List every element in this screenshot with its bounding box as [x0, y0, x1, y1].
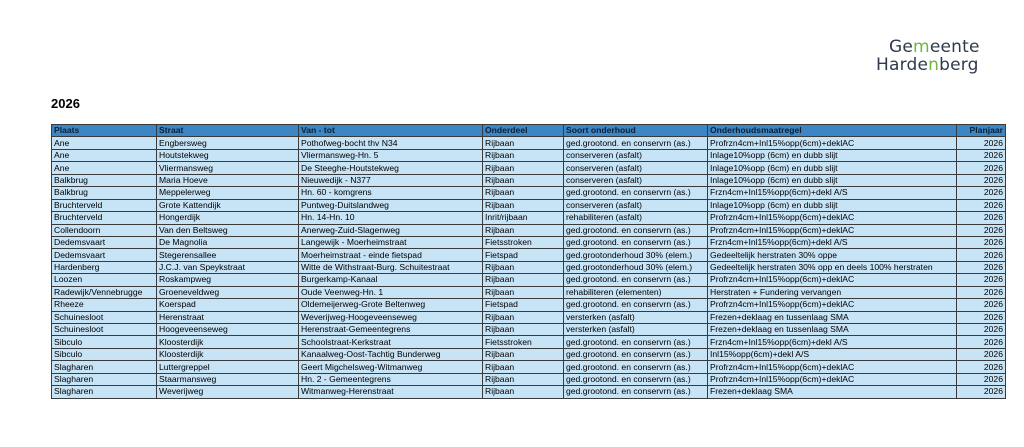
cell-plaats: Bruchterveld [52, 212, 157, 224]
cell-plaats: Slagharen [52, 361, 157, 373]
cell-straat: Roskampweg [157, 274, 299, 286]
cell-soort-onderhoud: ged.grootond. en conservrn (as.) [564, 187, 708, 199]
cell-onderdeel: Rijbaan [483, 324, 564, 336]
logo-line-hardenberg: Hardenberg [876, 55, 979, 75]
cell-onderdeel: Rijbaan [483, 162, 564, 174]
cell-soort-onderhoud: conserveren (asfalt) [564, 199, 708, 211]
cell-onderhoudsmaatregel: Frzn4cm+Inl15%opp(6cm)+dekl A/S [708, 336, 957, 348]
cell-onderdeel: Rijbaan [483, 137, 564, 149]
cell-van-tot: Weverijweg-Hoogeveenseweg [299, 311, 483, 323]
table-row [52, 224, 1006, 236]
cell-onderdeel: Rijbaan [483, 187, 564, 199]
cell-onderdeel: Rijbaan [483, 199, 564, 211]
cell-plaats: Ane [52, 162, 157, 174]
cell-plaats: Balkbrug [52, 187, 157, 199]
cell-van-tot: Pothofweg-bocht thv N34 [299, 137, 483, 149]
table-row [52, 336, 1006, 348]
table-row [52, 386, 1006, 398]
cell-onderdeel: Fietspad [483, 299, 564, 311]
column-header-onderdeel: Onderdeel [483, 125, 564, 137]
cell-plaats: Sibculo [52, 348, 157, 360]
cell-plaats: Loozen [52, 274, 157, 286]
cell-planjaar: 2026 [957, 137, 1006, 149]
cell-straat: Houtstekweg [157, 149, 299, 161]
cell-soort-onderhoud: ged.grootonderhoud 30% (elem.) [564, 261, 708, 273]
cell-onderdeel: Rijbaan [483, 224, 564, 236]
cell-planjaar: 2026 [957, 149, 1006, 161]
cell-planjaar: 2026 [957, 373, 1006, 385]
cell-onderdeel: Rijbaan [483, 261, 564, 273]
cell-soort-onderhoud: ged.grootond. en conservrn (as.) [564, 386, 708, 398]
table-row [52, 249, 1006, 261]
cell-onderhoudsmaatregel: Frezen+deklaag SMA [708, 386, 957, 398]
cell-onderhoudsmaatregel: Profrzn4cm+Inl15%opp(6cm)+deklAC [708, 212, 957, 224]
cell-soort-onderhoud: versterken (asfalt) [564, 311, 708, 323]
table-row [52, 286, 1006, 298]
cell-planjaar: 2026 [957, 311, 1006, 323]
cell-onderhoudsmaatregel: Profrzn4cm+Inl15%opp(6cm)+deklAC [708, 373, 957, 385]
table-row [52, 236, 1006, 248]
page-title: 2026 [51, 96, 80, 111]
column-header-plaats: Plaats [52, 125, 157, 137]
cell-straat: Luttergreppel [157, 361, 299, 373]
cell-van-tot: Herenstraat-Gemeentegrens [299, 324, 483, 336]
cell-plaats: Collendoorn [52, 224, 157, 236]
cell-plaats: Slagharen [52, 386, 157, 398]
cell-straat: Stegerensallee [157, 249, 299, 261]
table-header-row [52, 125, 1006, 137]
table-row [52, 261, 1006, 273]
cell-plaats: Rheeze [52, 299, 157, 311]
table-row [52, 373, 1006, 385]
table-row [52, 162, 1006, 174]
cell-van-tot: Vliermansweg-Hn. 5 [299, 149, 483, 161]
cell-onderdeel: Fietsstroken [483, 336, 564, 348]
cell-planjaar: 2026 [957, 261, 1006, 273]
cell-van-tot: Burgerkamp-Kanaal [299, 274, 483, 286]
cell-soort-onderhoud: ged.grootond. en conservrn (as.) [564, 224, 708, 236]
cell-onderdeel: Rijbaan [483, 174, 564, 186]
cell-soort-onderhoud: rehabiliteren (elementen) [564, 286, 708, 298]
cell-van-tot: Nieuwedijk - N377 [299, 174, 483, 186]
table-body [52, 137, 1006, 398]
cell-straat: Groeneveldweg [157, 286, 299, 298]
cell-plaats: Ane [52, 149, 157, 161]
cell-onderhoudsmaatregel: Frezen+deklaag en tussenlaag SMA [708, 311, 957, 323]
cell-plaats: Balkbrug [52, 174, 157, 186]
cell-plaats: Dedemsvaart [52, 249, 157, 261]
column-header-straat: Straat [157, 125, 299, 137]
cell-planjaar: 2026 [957, 236, 1006, 248]
cell-onderdeel: Rijbaan [483, 361, 564, 373]
cell-onderdeel: Rijbaan [483, 311, 564, 323]
cell-straat: Weverijweg [157, 386, 299, 398]
cell-soort-onderhoud: ged.grootond. en conservrn (as.) [564, 274, 708, 286]
cell-plaats: Radewijk/Vennebrugge [52, 286, 157, 298]
cell-planjaar: 2026 [957, 162, 1006, 174]
cell-planjaar: 2026 [957, 348, 1006, 360]
column-header-planjaar: Planjaar [957, 125, 1006, 137]
cell-onderhoudsmaatregel: Profrzn4cm+Inl15%opp(6cm)+deklAC [708, 299, 957, 311]
table-row [52, 199, 1006, 211]
cell-straat: Herenstraat [157, 311, 299, 323]
cell-onderdeel: Rijbaan [483, 373, 564, 385]
table-row [52, 187, 1006, 199]
cell-straat: Kloosterdijk [157, 348, 299, 360]
cell-soort-onderhoud: ged.grootond. en conservrn (as.) [564, 336, 708, 348]
cell-onderhoudsmaatregel: Gedeeltelijk herstraten 30% opp en deels 100% herstraten [708, 261, 957, 273]
cell-van-tot: De Steeghe-Houtstekweg [299, 162, 483, 174]
cell-straat: Hongerdijk [157, 212, 299, 224]
cell-soort-onderhoud: ged.grootond. en conservrn (as.) [564, 137, 708, 149]
cell-soort-onderhoud: ged.grootond. en conservrn (as.) [564, 373, 708, 385]
table-row [52, 149, 1006, 161]
cell-planjaar: 2026 [957, 187, 1006, 199]
cell-onderhoudsmaatregel: Frzn4cm+Inl15%opp(6cm)+dekl A/S [708, 187, 957, 199]
maintenance-table [51, 124, 1006, 399]
cell-onderdeel: Rijbaan [483, 149, 564, 161]
cell-onderhoudsmaatregel: Profrzn4cm+Inl15%opp(6cm)+deklAC [708, 274, 957, 286]
cell-van-tot: Witmanweg-Herenstraat [299, 386, 483, 398]
table-row [52, 137, 1006, 149]
cell-planjaar: 2026 [957, 174, 1006, 186]
cell-straat: Hoogeveenseweg [157, 324, 299, 336]
cell-van-tot: Schoolstraat-Kerkstraat [299, 336, 483, 348]
cell-onderhoudsmaatregel: Frzn4cm+Inl15%opp(6cm)+dekl A/S [708, 236, 957, 248]
cell-soort-onderhoud: conserveren (asfalt) [564, 149, 708, 161]
gemeente-hardenberg-logo [876, 38, 998, 78]
cell-soort-onderhoud: conserveren (asfalt) [564, 162, 708, 174]
cell-van-tot: Geert Migchelsweg-Witmanweg [299, 361, 483, 373]
cell-onderhoudsmaatregel: Gedeeltelijk herstraten 30% oppe [708, 249, 957, 261]
cell-plaats: Ane [52, 137, 157, 149]
cell-planjaar: 2026 [957, 274, 1006, 286]
cell-onderdeel: Rijbaan [483, 274, 564, 286]
cell-onderdeel: Rijbaan [483, 348, 564, 360]
table-row [52, 274, 1006, 286]
cell-onderdeel: Rijbaan [483, 286, 564, 298]
cell-soort-onderhoud: versterken (asfalt) [564, 324, 708, 336]
cell-van-tot: Puntweg-Duitslandweg [299, 199, 483, 211]
cell-planjaar: 2026 [957, 361, 1006, 373]
cell-onderhoudsmaatregel: Inlage10%opp (6cm) en dubb slijt [708, 174, 957, 186]
cell-soort-onderhoud: ged.grootonderhoud 30% (elem.) [564, 249, 708, 261]
cell-onderhoudsmaatregel: Profrzn4cm+Inl15%opp(6cm)+deklAC [708, 361, 957, 373]
cell-van-tot: Witte de Withstraat-Burg. Schuitestraat [299, 261, 483, 273]
cell-onderdeel: Fietspad [483, 249, 564, 261]
cell-planjaar: 2026 [957, 299, 1006, 311]
cell-soort-onderhoud: ged.grootond. en conservrn (as.) [564, 348, 708, 360]
table-row [52, 212, 1006, 224]
cell-straat: Koerspad [157, 299, 299, 311]
table-row [52, 361, 1006, 373]
cell-plaats: Bruchterveld [52, 199, 157, 211]
cell-planjaar: 2026 [957, 224, 1006, 236]
cell-straat: Vliermansweg [157, 162, 299, 174]
cell-planjaar: 2026 [957, 199, 1006, 211]
table-row [52, 348, 1006, 360]
cell-onderhoudsmaatregel: Profrzn4cm+Inl15%opp(6cm)+deklAC [708, 137, 957, 149]
cell-onderhoudsmaatregel: Profrzn4cm+Inl15%opp(6cm)+deklAC [708, 224, 957, 236]
cell-straat: Maria Hoeve [157, 174, 299, 186]
cell-onderhoudsmaatregel: Inlage10%opp (6cm) en dubb slijt [708, 199, 957, 211]
cell-planjaar: 2026 [957, 386, 1006, 398]
cell-onderdeel: Inrit/rijbaan [483, 212, 564, 224]
cell-onderhoudsmaatregel: Inl15%opp(6cm)+dekl A/S [708, 348, 957, 360]
cell-plaats: Slagharen [52, 373, 157, 385]
cell-van-tot: Moerheimstraat - einde fietspad [299, 249, 483, 261]
cell-planjaar: 2026 [957, 249, 1006, 261]
cell-planjaar: 2026 [957, 212, 1006, 224]
cell-van-tot: Hn. 2 - Gemeentegrens [299, 373, 483, 385]
cell-van-tot: Langewijk - Moerheimstraat [299, 236, 483, 248]
cell-straat: De Magnolia [157, 236, 299, 248]
cell-onderhoudsmaatregel: Inlage10%opp (6cm) en dubb slijt [708, 149, 957, 161]
cell-plaats: Dedemsvaart [52, 236, 157, 248]
cell-soort-onderhoud: ged.grootond. en conservrn (as.) [564, 361, 708, 373]
logo-line-gemeente: Gemeente [889, 37, 980, 57]
cell-onderdeel: Rijbaan [483, 386, 564, 398]
cell-straat: Engbersweg [157, 137, 299, 149]
cell-straat: J.C.J. van Speykstraat [157, 261, 299, 273]
cell-soort-onderhoud: ged.grootond. en conservrn (as.) [564, 236, 708, 248]
cell-van-tot: Anerweg-Zuid-Slagenweg [299, 224, 483, 236]
column-header-soort-onderhoud: Soort onderhoud [564, 125, 708, 137]
table-row [52, 324, 1006, 336]
cell-planjaar: 2026 [957, 336, 1006, 348]
cell-van-tot: Hn. 60 - komgrens [299, 187, 483, 199]
cell-plaats: Schuinesloot [52, 311, 157, 323]
cell-straat: Van den Beltsweg [157, 224, 299, 236]
cell-plaats: Schuinesloot [52, 324, 157, 336]
cell-straat: Meppelerweg [157, 187, 299, 199]
cell-soort-onderhoud: rehabiliteren (asfalt) [564, 212, 708, 224]
table-row [52, 299, 1006, 311]
cell-onderdeel: Fietsstroken [483, 236, 564, 248]
cell-soort-onderhoud: ged.grootond. en conservrn (as.) [564, 299, 708, 311]
cell-plaats: Hardenberg [52, 261, 157, 273]
cell-plaats: Sibculo [52, 336, 157, 348]
cell-soort-onderhoud: conserveren (asfalt) [564, 174, 708, 186]
cell-planjaar: 2026 [957, 286, 1006, 298]
cell-van-tot: Oude Veenweg-Hn. 1 [299, 286, 483, 298]
cell-van-tot: Hn. 14-Hn. 10 [299, 212, 483, 224]
cell-onderhoudsmaatregel: Frezen+deklaag en tussenlaag SMA [708, 324, 957, 336]
column-header-onderhoudsmaatregel: Onderhoudsmaatregel [708, 125, 957, 137]
cell-van-tot: Oldemeijerweg-Grote Beltenweg [299, 299, 483, 311]
cell-onderhoudsmaatregel: Inlage10%opp (6cm) en dubb slijt [708, 162, 957, 174]
cell-onderhoudsmaatregel: Herstraten + Fundering vervangen [708, 286, 957, 298]
table-row [52, 174, 1006, 186]
cell-straat: Staarmansweg [157, 373, 299, 385]
cell-straat: Grote Kattendijk [157, 199, 299, 211]
table-row [52, 311, 1006, 323]
column-header-van-tot: Van - tot [299, 125, 483, 137]
cell-planjaar: 2026 [957, 324, 1006, 336]
cell-straat: Kloosterdijk [157, 336, 299, 348]
cell-van-tot: Kanaalweg-Oost-Tachtig Bunderweg [299, 348, 483, 360]
